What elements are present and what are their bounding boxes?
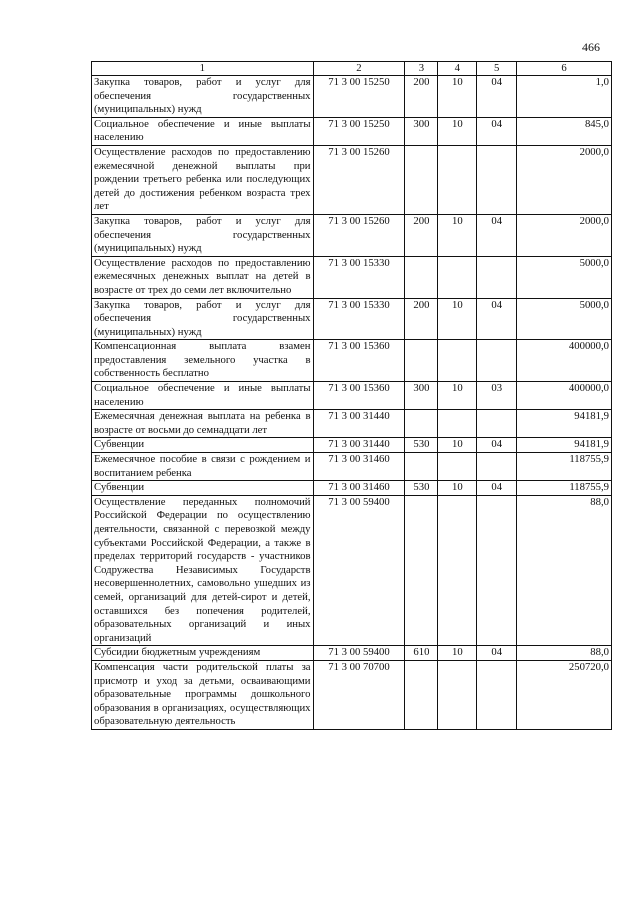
row-code-cell: 71 3 00 59400 [313,495,405,646]
row-code-cell: 71 3 00 15330 [313,256,405,298]
table-row [92,214,612,256]
row-amount-cell: 400000,0 [517,340,612,382]
row-name-cell: Осуществление расходов по предоставлению ежемесячной денежной выплаты при рождении третьего ребенка или последующих детей до достижения ребенком возраста трех лет [92,145,314,214]
table-row [92,481,612,496]
row-name-cell: Субвенции [92,438,314,453]
row-c5-cell: 04 [477,214,517,256]
row-name-cell: Закупка товаров, работ и услуг для обеспечения государственных (муниципальных) нужд [92,76,314,118]
row-code-cell: 71 3 00 15250 [313,117,405,145]
row-name-cell: Компенсация части родительской платы за присмотр и уход за детьми, осваивающими образовательные программы дошкольного образования в организациях, осуществляющих образовательную деятельность [92,660,314,729]
row-code-cell: 71 3 00 15360 [313,382,405,410]
table-row [92,453,612,481]
table-row [92,382,612,410]
row-amount-cell: 845,0 [517,117,612,145]
row-name-cell: Осуществление расходов по предоставлению ежемесячных денежных выплат на детей в возрасте от трех до семи лет включительно [92,256,314,298]
row-c3-cell [405,453,438,481]
row-c3-cell [405,256,438,298]
row-code-cell: 71 3 00 31460 [313,453,405,481]
row-c3-cell [405,340,438,382]
row-amount-cell: 94181,9 [517,438,612,453]
row-amount-cell: 94181,9 [517,410,612,438]
row-c4-cell [438,495,477,646]
column-header: 4 [438,62,477,76]
table-body [92,76,612,730]
table-row [92,410,612,438]
row-name-cell: Закупка товаров, работ и услуг для обеспечения государственных (муниципальных) нужд [92,214,314,256]
row-code-cell: 71 3 00 15360 [313,340,405,382]
row-name-cell: Закупка товаров, работ и услуг для обеспечения государственных (муниципальных) нужд [92,298,314,340]
row-c3-cell: 200 [405,214,438,256]
row-name-cell: Субвенции [92,481,314,496]
row-amount-cell: 88,0 [517,495,612,646]
row-c5-cell [477,340,517,382]
row-c4-cell: 10 [438,438,477,453]
table-row [92,76,612,118]
row-amount-cell: 400000,0 [517,382,612,410]
row-code-cell: 71 3 00 15260 [313,145,405,214]
row-code-cell: 71 3 00 15330 [313,298,405,340]
row-c3-cell: 530 [405,438,438,453]
table-row [92,495,612,646]
row-c4-cell [438,453,477,481]
row-c5-cell [477,145,517,214]
column-header: 2 [313,62,405,76]
table-row [92,145,612,214]
row-c5-cell: 04 [477,298,517,340]
table-row [92,256,612,298]
row-c4-cell [438,145,477,214]
row-c5-cell: 04 [477,646,517,661]
budget-table [91,61,612,730]
row-c4-cell: 10 [438,481,477,496]
row-c3-cell: 610 [405,646,438,661]
row-c4-cell: 10 [438,382,477,410]
row-amount-cell: 1,0 [517,76,612,118]
table-header-row [92,62,612,76]
row-name-cell: Компенсационная выплата взамен предоставления земельного участка в собственность бесплатно [92,340,314,382]
page-number: 466 [582,40,600,54]
row-c5-cell: 04 [477,481,517,496]
row-c3-cell: 200 [405,76,438,118]
row-amount-cell: 88,0 [517,646,612,661]
row-amount-cell: 2000,0 [517,214,612,256]
row-c3-cell: 530 [405,481,438,496]
row-name-cell: Ежемесячная денежная выплата на ребенка в возрасте от восьми до семнадцати лет [92,410,314,438]
row-c3-cell [405,410,438,438]
row-code-cell: 71 3 00 31440 [313,410,405,438]
table-row [92,117,612,145]
column-header: 3 [405,62,438,76]
row-c4-cell: 10 [438,214,477,256]
row-code-cell: 71 3 00 15260 [313,214,405,256]
table-row [92,340,612,382]
row-name-cell: Социальное обеспечение и иные выплаты населению [92,382,314,410]
row-code-cell: 71 3 00 31460 [313,481,405,496]
row-name-cell: Субсидии бюджетным учреждениям [92,646,314,661]
row-amount-cell: 118755,9 [517,453,612,481]
row-c5-cell [477,256,517,298]
row-c3-cell: 300 [405,117,438,145]
table-row [92,298,612,340]
row-name-cell: Ежемесячное пособие в связи с рождением и воспитанием ребенка [92,453,314,481]
row-c5-cell: 04 [477,438,517,453]
row-code-cell: 71 3 00 59400 [313,646,405,661]
row-c3-cell [405,495,438,646]
row-amount-cell: 5000,0 [517,298,612,340]
row-c5-cell: 03 [477,382,517,410]
row-name-cell: Осуществление переданных полномочий Российской Федерации по осуществлению деятельности, связанной с перевозкой между субъектами Российской Федерации, а также в пределах территорий государств - участников Содружества Независимых Государств несовершеннолетних, самовольно ушедших из семей, организаций для детей-сирот и детей, оставшихся без попечения родителей, образовательных организаций и иных организаций [92,495,314,646]
row-c4-cell [438,410,477,438]
row-c3-cell: 300 [405,382,438,410]
row-c4-cell: 10 [438,76,477,118]
row-amount-cell: 118755,9 [517,481,612,496]
table-row [92,438,612,453]
row-name-cell: Социальное обеспечение и иные выплаты населению [92,117,314,145]
row-c5-cell: 04 [477,117,517,145]
row-c4-cell [438,660,477,729]
row-code-cell: 71 3 00 31440 [313,438,405,453]
column-header: 5 [477,62,517,76]
row-c4-cell [438,340,477,382]
row-c4-cell [438,256,477,298]
table-row [92,660,612,729]
row-amount-cell: 250720,0 [517,660,612,729]
row-c3-cell [405,145,438,214]
row-c5-cell [477,410,517,438]
row-c3-cell [405,660,438,729]
row-code-cell: 71 3 00 15250 [313,76,405,118]
row-amount-cell: 5000,0 [517,256,612,298]
row-code-cell: 71 3 00 70700 [313,660,405,729]
column-header: 1 [92,62,314,76]
row-c4-cell: 10 [438,117,477,145]
row-c5-cell [477,453,517,481]
row-c4-cell: 10 [438,298,477,340]
row-amount-cell: 2000,0 [517,145,612,214]
row-c4-cell: 10 [438,646,477,661]
row-c5-cell: 04 [477,76,517,118]
row-c5-cell [477,660,517,729]
table-row [92,646,612,661]
row-c3-cell: 200 [405,298,438,340]
row-c5-cell [477,495,517,646]
column-header: 6 [517,62,612,76]
